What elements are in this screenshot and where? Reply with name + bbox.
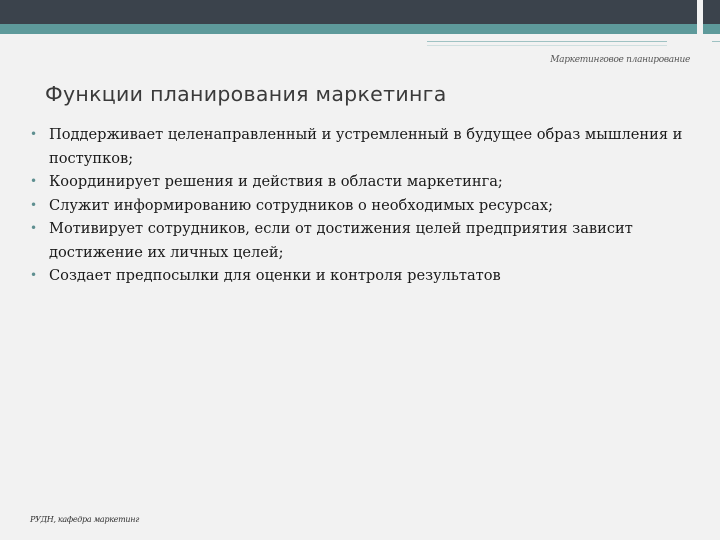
bullet-text: Координирует решения и действия в области маркетинга; <box>49 173 503 190</box>
footer-note: РУДН, кафедра маркетинг <box>30 515 139 524</box>
bullet-list <box>30 123 700 288</box>
bullet-item <box>30 217 700 264</box>
bullet-icon: • <box>30 221 38 235</box>
header-rule <box>427 41 667 42</box>
bullet-item <box>30 194 700 218</box>
header-note: Маркетинговое планирование <box>550 55 690 65</box>
top-band-dark-right <box>703 0 720 24</box>
bullet-item <box>30 123 700 170</box>
bullet-item <box>30 264 700 288</box>
top-band-teal-gap <box>697 24 703 34</box>
top-band-dark <box>0 0 697 24</box>
slide-title: Функции планирования маркетинга <box>45 82 447 106</box>
bullet-text: Мотивирует сотрудников, если от достижения целей предприятия зависит достижение их личных целей; <box>49 220 633 261</box>
bullet-icon: • <box>30 174 38 188</box>
bullet-text: Поддерживает целенаправленный и устремленный в будущее образ мышления и поступков; <box>49 126 683 167</box>
bullet-text: Создает предпосылки для оценки и контроля результатов <box>49 267 501 284</box>
bullet-item <box>30 170 700 194</box>
bullet-icon: • <box>30 197 38 212</box>
header-rule-secondary <box>427 45 667 46</box>
top-band-teal <box>0 24 720 34</box>
bullet-icon: • <box>30 268 38 282</box>
bullet-text: Служит информированию сотрудников о необходимых ресурсах; <box>49 196 554 214</box>
bullet-icon: • <box>30 127 38 141</box>
header-rule-right <box>712 41 720 42</box>
